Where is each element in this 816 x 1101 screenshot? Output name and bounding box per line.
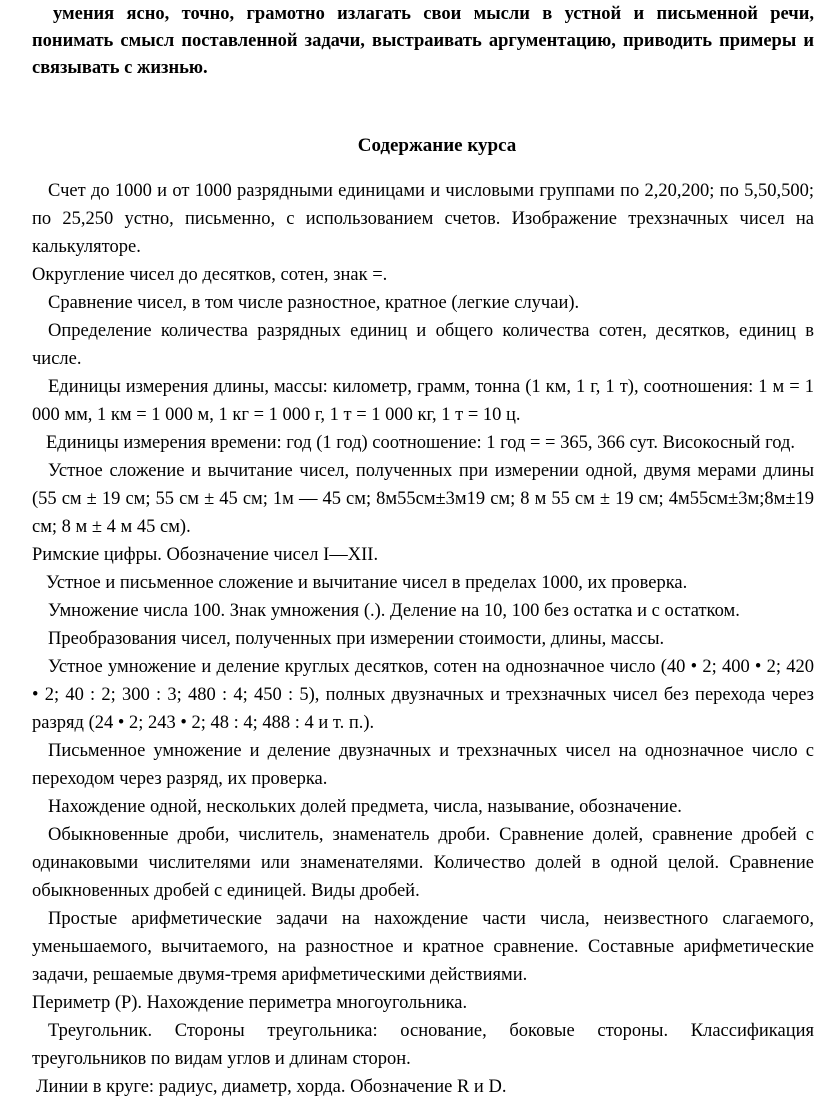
paragraph-written-mult-div: Письменное умножение и деление двузначных и трехзначных чисел на однозначное число с переходом через разряд, их проверка. xyxy=(32,741,814,789)
intro-paragraph: умения ясно, точно, грамотно излагать свои мысли в устной и письменной речи, понимать смысл поставленной задачи, выстраивать аргументацию, приводить примеры и связывать с жизнью. xyxy=(32,4,814,78)
paragraph-place-units: Определение количества разрядных единиц и общего количества сотен, десятков, единиц в числе. xyxy=(32,321,814,369)
paragraph-rounding: Округление чисел до десятков, сотен, знак =. xyxy=(32,265,388,285)
paragraph-ordinary-fractions: Обыкновенные дроби, числитель, знаменатель дроби. Сравнение долей, сравнение дробей с одинаковыми числителями или знаменателями. Количество долей в одной целой. Сравнение обыкновенных дробей с единицей. Виды дробей. xyxy=(32,825,814,901)
paragraph-counting: Счет до 1000 и от 1000 разрядными единицами и числовыми группами по 2,20,200; по 5,50,500; по 25,250 устно, письменно, с использованием счетов. Изображение трехзначных чисел на калькуляторе. xyxy=(32,181,814,257)
paragraph-oral-add-sub-measures: Устное сложение и вычитание чисел, полученных при измерении одной, двумя мерами длины (55 см ± 19 см; 55 см ± 45 см; 1м — 45 см; 8м55см±3м19 см; 8 м 55 см ± 19 см; 4м55см±3м;8м±19 см; 8 м ± 4 м 45 см). xyxy=(32,461,814,537)
paragraph-multiply-100: Умножение числа 100. Знак умножения (.). Деление на 10, 100 без остатка и с остатком. xyxy=(48,601,740,621)
paragraph-arithmetic-problems: Простые арифметические задачи на нахождение части числа, неизвестного слагаемого, уменьшаемого, вычитаемого, на разностное и кратное сравнение. Составные арифметические задачи, решаемые двумя-тремя арифметическими действиями. xyxy=(32,909,814,985)
paragraph-oral-mult-div: Устное умножение и деление круглых десятков, сотен на однозначное число (40 • 2; 400 • 2; 420 • 2; 40 : 2; 300 : 3; 480 : 4; 450 : 5), полных двузначных и трехзначных чисел без перехода через разряд (24 • 2; 243 • 2; 48 : 4; 488 : 4 и т. п.). xyxy=(32,657,814,733)
paragraph-length-mass-units: Единицы измерения длины, массы: километр, грамм, тонна (1 км, 1 г, 1 т), соотношения: 1 м = 1 000 мм, 1 км = 1 000 м, 1 кг = 1 000 г, 1 т = 1 000 кг, 1 т = 10 ц. xyxy=(32,377,814,425)
paragraph-roman-numerals: Римские цифры. Обозначение чисел I—XII. xyxy=(32,545,379,565)
paragraph-fractions-parts: Нахождение одной, нескольких долей предмета, числа, называние, обозначение. xyxy=(48,797,682,817)
section-heading: Содержание курса xyxy=(357,135,517,156)
paragraph-triangle: Треугольник. Стороны треугольника: основание, боковые стороны. Классификация треугольников по видам углов и длинам сторон. xyxy=(32,1021,814,1069)
paragraph-perimeter: Периметр (Р). Нахождение периметра многоугольника. xyxy=(32,993,468,1013)
paragraph-comparison: Сравнение чисел, в том числе разностное, кратное (легкие случаи). xyxy=(48,293,580,313)
paragraph-circle-lines: Линии в круге: радиус, диаметр, хорда. Обозначение R и D. xyxy=(36,1077,507,1097)
course-content xyxy=(32,159,814,1101)
paragraph-conversions: Преобразования чисел, полученных при измерении стоимости, длины, массы. xyxy=(48,629,665,649)
paragraph-time-units: Единицы измерения времени: год (1 год) соотношение: 1 год = = 365, 366 сут. Високосный год. xyxy=(46,433,796,453)
paragraph-add-sub-1000: Устное и письменное сложение и вычитание чисел в пределах 1000, их проверка. xyxy=(46,573,688,593)
document-page xyxy=(32,0,814,1101)
